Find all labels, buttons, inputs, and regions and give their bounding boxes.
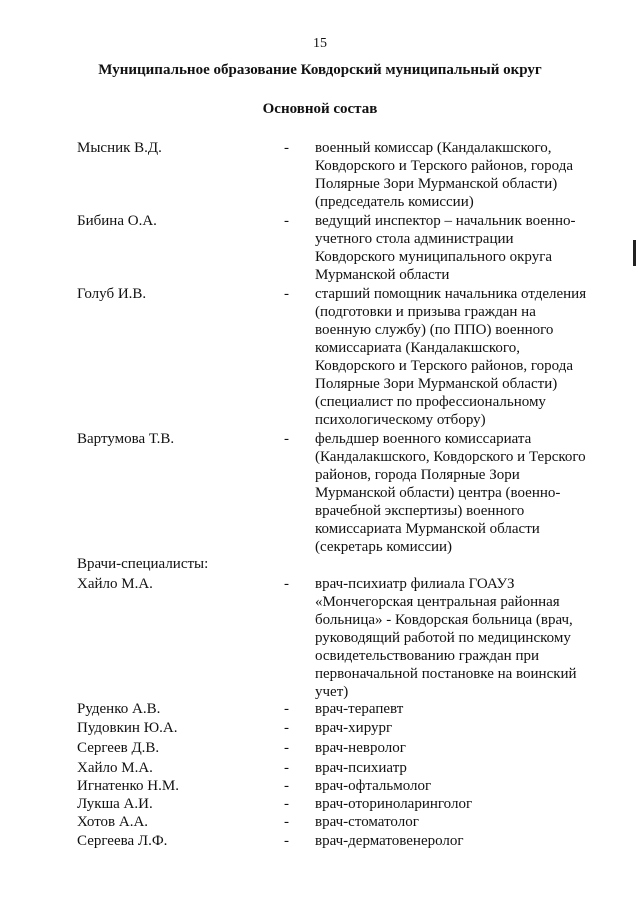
specialist-name: Руденко А.В. [77, 701, 161, 717]
specialist-name: Лукша А.И. [77, 796, 153, 812]
dash-separator: - [284, 833, 289, 849]
member-position: ведущий инспектор – начальник военно- учетного стола администрации Ковдорского муниципального округа Мурманской области [315, 213, 576, 283]
dash-separator: - [284, 778, 289, 794]
scan-edge-mark [633, 240, 636, 266]
dash-separator: - [284, 431, 289, 447]
specialist-position: врач-дерматовенеролог [315, 833, 464, 849]
dash-separator: - [284, 286, 289, 302]
specialist-name: Хотов А.А. [77, 814, 149, 830]
member-position: фельдшер военного комиссариата (Кандалакшского, Ковдорского и Терского районов, города Полярные Зори Мурманской области) центра (военно- врачебной экспертизы) военного комиссариата Мурманской области (секретарь комиссии) [315, 431, 586, 555]
dash-separator: - [284, 140, 289, 156]
specialists-label: Врачи-специалисты: [77, 556, 209, 572]
specialist-position: врач-оториноларинголог [315, 796, 473, 812]
specialist-position: врач-офтальмолог [315, 778, 432, 794]
specialist-name: Сергеев Д.В. [77, 740, 160, 756]
dash-separator: - [284, 760, 289, 776]
member-name: Вартумова Т.В. [77, 431, 175, 447]
section-title: Основной состав [262, 101, 378, 117]
specialist-name: Хайло М.А. [77, 576, 153, 592]
member-name: Голуб И.В. [77, 286, 147, 302]
specialist-position: врач-терапевт [315, 701, 404, 717]
member-position: старший помощник начальника отделения (подготовки и призыва граждан на военную службу) (по ППО) военного комиссариата (Кандалакшского, Ковдорского и Терского районов, города Полярные Зори Мурманской области) (специалист по профессиональному психологическому отбору) [315, 286, 587, 428]
municipality-title: Муниципальное образование Ковдорский муниципальный округ [98, 62, 542, 78]
specialist-name: Сергеева Л.Ф. [77, 833, 168, 849]
specialist-name: Пудовкин Ю.А. [77, 720, 178, 736]
member-position: военный комиссар (Кандалакшского, Ковдорского и Терского районов, города Полярные Зори Мурманской области) (председатель комиссии) [315, 140, 573, 210]
specialist-position: врач-невролог [315, 740, 406, 756]
dash-separator: - [284, 814, 289, 830]
specialist-position: врач-психиатр [315, 760, 407, 776]
dash-separator: - [284, 213, 289, 229]
member-name: Мысник В.Д. [77, 140, 162, 156]
specialist-name: Игнатенко Н.М. [77, 778, 179, 794]
specialist-position: врач-психиатр филиала ГОАУЗ «Мончегорская центральная районная больница» - Ковдорская больница (врач, руководящий работой по медицинскому освидетельствованию граждан при первоначальной постановке на воинский учет) [315, 576, 577, 700]
member-name: Бибина О.А. [77, 213, 157, 229]
page-number: 15 [313, 36, 327, 51]
specialist-position: врач-стоматолог [315, 814, 419, 830]
specialist-name: Хайло М.А. [77, 760, 153, 776]
dash-separator: - [284, 796, 289, 812]
dash-separator: - [284, 720, 289, 736]
dash-separator: - [284, 701, 289, 717]
dash-separator: - [284, 740, 289, 756]
dash-separator: - [284, 576, 289, 592]
specialist-position: врач-хирург [315, 720, 393, 736]
